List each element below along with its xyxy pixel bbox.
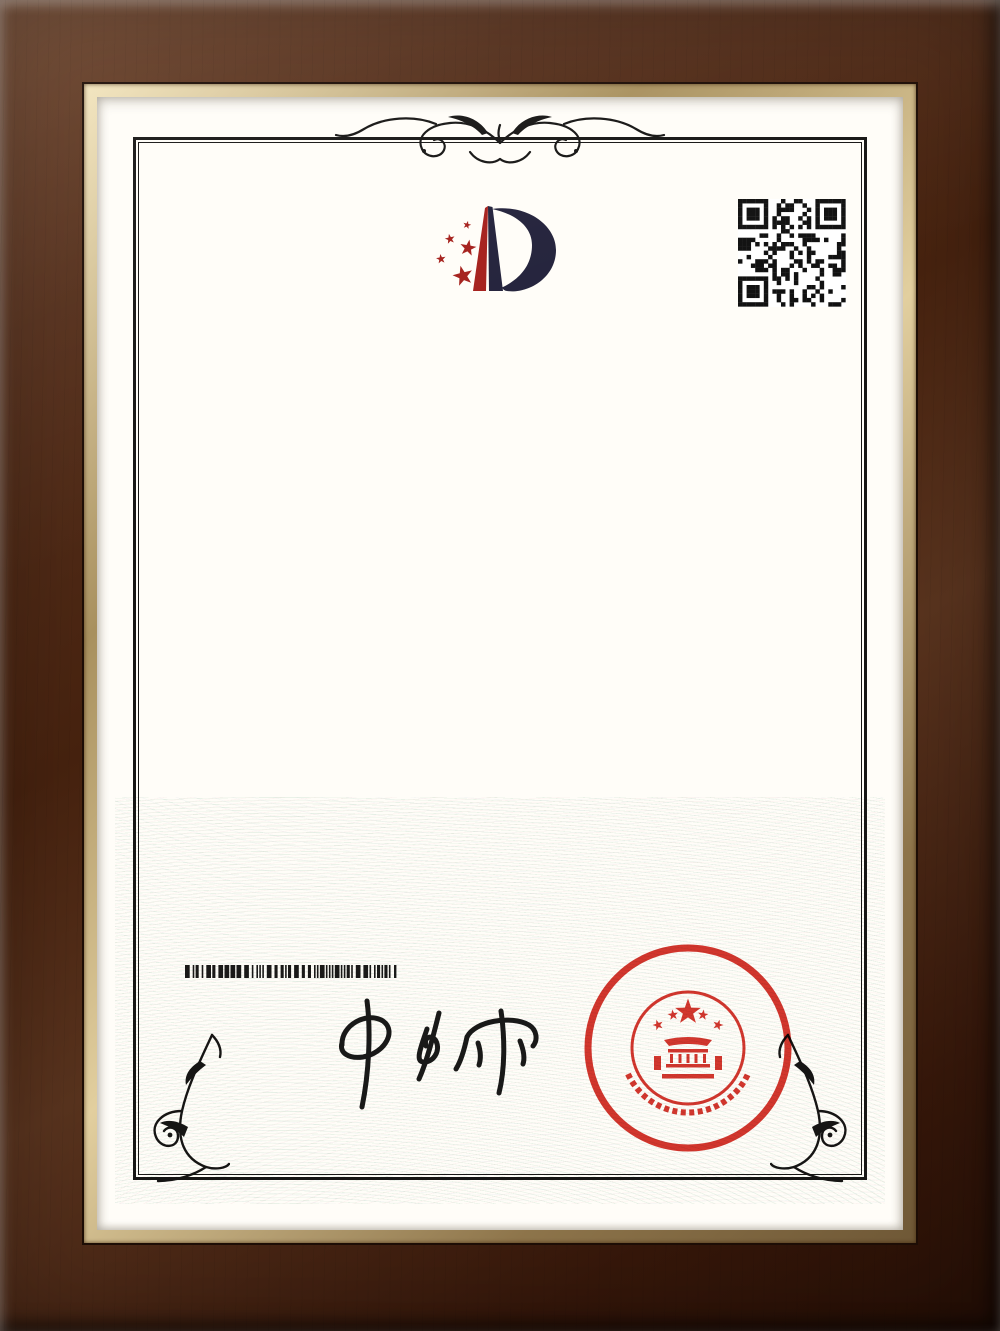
qr-code <box>738 199 846 312</box>
certificate-paper <box>97 97 903 1230</box>
cnipa-logo-icon <box>422 183 572 323</box>
field-row <box>182 617 308 639</box>
official-seal-icon <box>580 936 796 1152</box>
field-row <box>182 423 308 445</box>
gold-frame-lip <box>84 84 916 1243</box>
field-row <box>182 520 308 542</box>
signature-icon <box>315 995 565 1110</box>
field-row <box>182 665 828 687</box>
field-row <box>182 472 308 494</box>
field-row <box>182 569 308 591</box>
barcode <box>185 965 397 983</box>
grant-row <box>182 719 308 741</box>
grant-no-group <box>480 719 606 741</box>
